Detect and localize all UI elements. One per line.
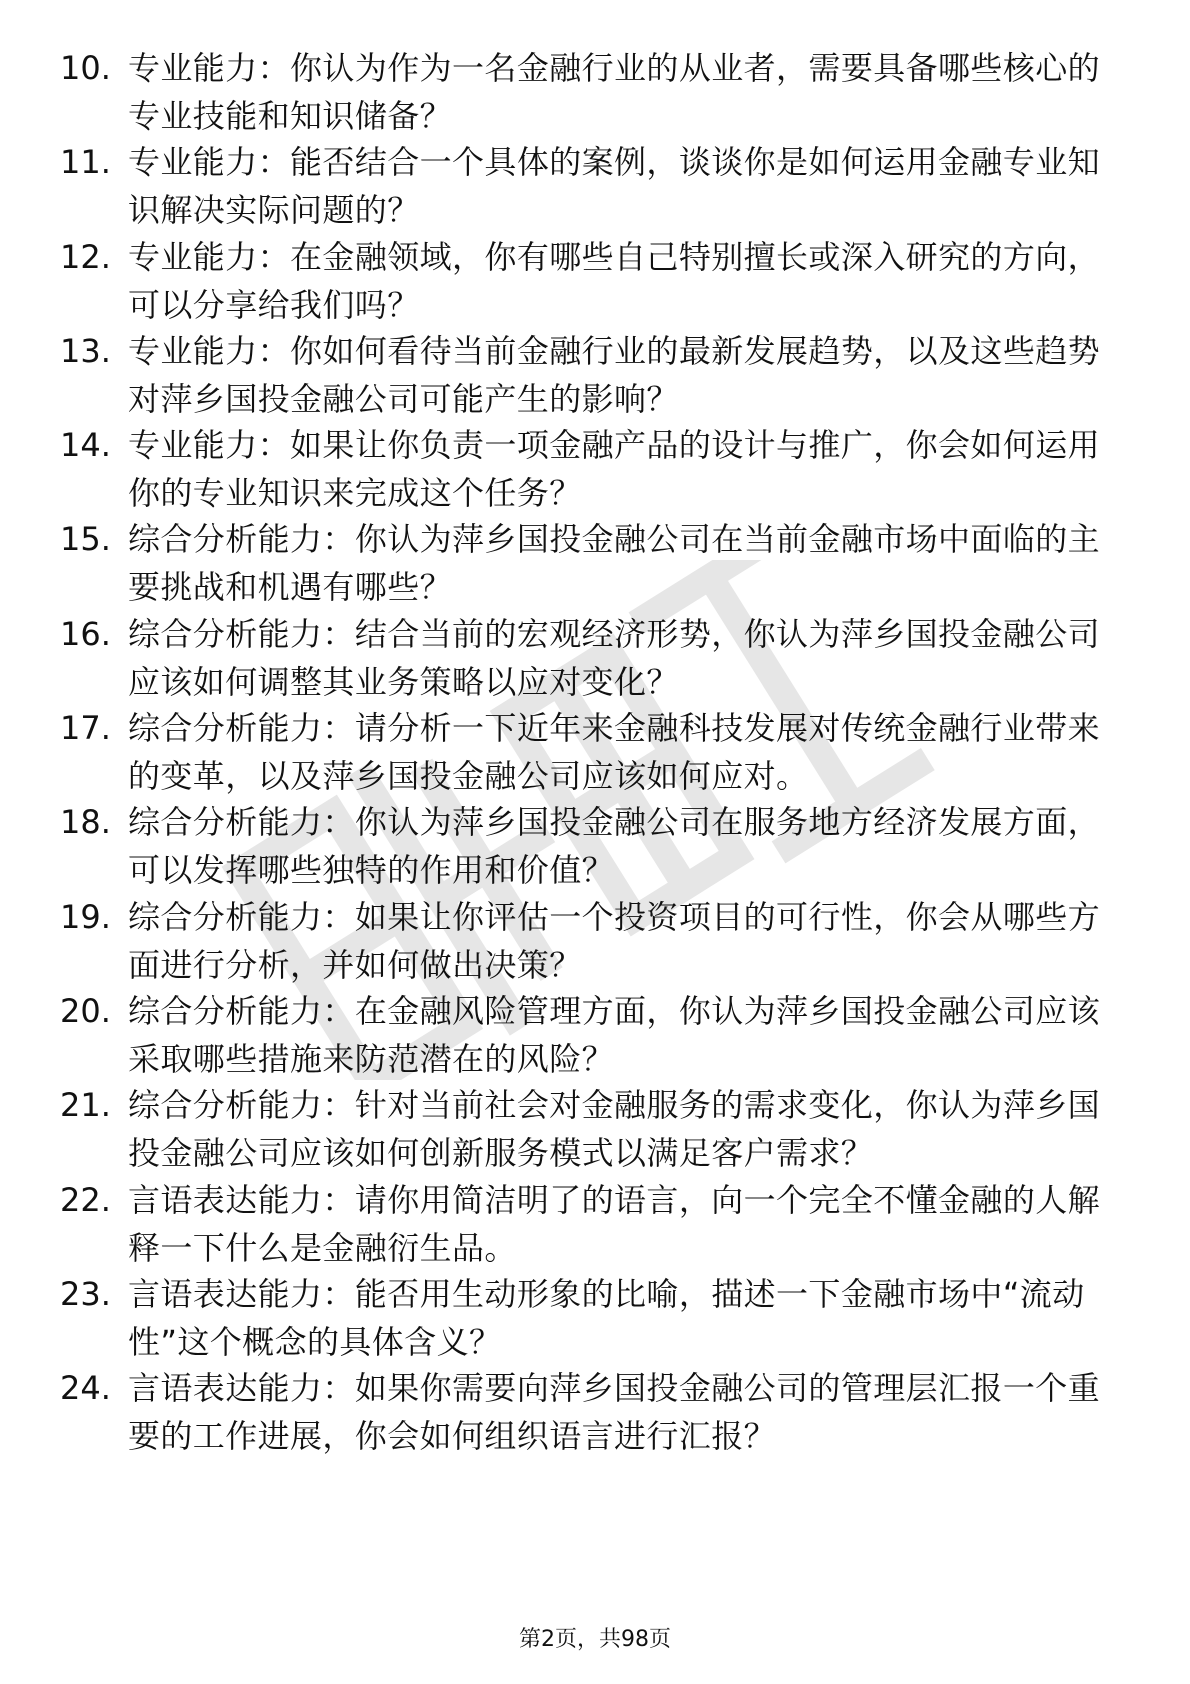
question-body: 如果让你评估一个投资项目的可行性，你会从哪些方面进行分析，并如何做出决策？	[128, 897, 1101, 984]
question-category: 综合分析能力：	[128, 520, 355, 559]
question-text	[128, 138, 1128, 234]
question-item	[60, 421, 1130, 515]
question-number: 11.	[60, 143, 111, 182]
question-category: 言语表达能力：	[128, 1369, 355, 1408]
question-body: 你认为作为一名金融行业的从业者，需要具备哪些核心的专业技能和知识储备？	[128, 49, 1101, 135]
question-item	[60, 610, 1130, 704]
question-body: 能否用生动形象的比喻，描述一下金融市场中“流动性”这个概念的具体含义？	[128, 1274, 1085, 1361]
question-text	[128, 327, 1128, 423]
question-item	[60, 233, 1130, 327]
question-category: 综合分析能力：	[128, 1086, 355, 1125]
question-category: 综合分析能力：	[128, 803, 355, 842]
question-body: 你认为萍乡国投金融公司在当前金融市场中面临的主要挑战和机遇有哪些？	[128, 520, 1101, 607]
question-number: 16.	[60, 614, 111, 653]
question-text	[128, 704, 1128, 800]
question-number: 17.	[60, 709, 111, 748]
question-category: 专业能力：	[128, 331, 291, 370]
question-body: 请你用简洁明了的语言，向一个完全不懂金融的人解释一下什么是金融衍生品。	[128, 1180, 1101, 1267]
question-text	[128, 1176, 1128, 1272]
question-text	[128, 798, 1128, 894]
question-text	[128, 893, 1128, 989]
question-category: 专业能力：	[128, 143, 291, 182]
question-category: 综合分析能力：	[128, 614, 355, 653]
question-text	[128, 1270, 1128, 1366]
question-item	[60, 798, 1130, 892]
question-item	[60, 704, 1130, 798]
question-number: 18.	[60, 803, 111, 842]
question-text	[128, 421, 1128, 517]
question-item	[60, 987, 1130, 1081]
question-body: 针对当前社会对金融服务的需求变化，你认为萍乡国投金融公司应该如何创新服务模式以满足客户需求？	[128, 1086, 1101, 1173]
question-item	[60, 327, 1130, 421]
question-list	[60, 44, 1130, 1458]
question-item	[60, 44, 1130, 138]
question-item	[60, 138, 1130, 232]
question-body: 在金融风险管理方面，你认为萍乡国投金融公司应该采取哪些措施来防范潜在的风险？	[128, 991, 1101, 1078]
question-text	[128, 1081, 1128, 1177]
question-number: 14.	[60, 426, 111, 465]
question-item	[60, 1270, 1130, 1364]
question-category: 言语表达能力：	[128, 1180, 355, 1219]
question-category: 专业能力：	[128, 49, 291, 87]
question-category: 综合分析能力：	[128, 897, 355, 936]
question-number: 10.	[60, 49, 111, 87]
question-category: 专业能力：	[128, 426, 291, 465]
question-number: 21.	[60, 1086, 111, 1125]
question-category: 言语表达能力：	[128, 1274, 355, 1313]
question-number: 22.	[60, 1180, 111, 1219]
question-body: 结合当前的宏观经济形势，你认为萍乡国投金融公司应该如何调整其业务策略以应对变化？	[128, 614, 1101, 701]
question-text	[128, 515, 1128, 611]
question-body: 请分析一下近年来金融科技发展对传统金融行业带来的变革，以及萍乡国投金融公司应该如何应对。	[128, 709, 1101, 796]
question-category: 专业能力：	[128, 237, 291, 276]
question-body: 你如何看待当前金融行业的最新发展趋势，以及这些趋势对萍乡国投金融公司可能产生的影响？	[128, 331, 1101, 418]
question-text	[128, 44, 1128, 140]
question-number: 15.	[60, 520, 111, 559]
question-item	[60, 1364, 1130, 1458]
question-number: 24.	[60, 1369, 111, 1408]
question-number: 23.	[60, 1274, 111, 1313]
question-text	[128, 987, 1128, 1083]
question-number: 19.	[60, 897, 111, 936]
question-category: 综合分析能力：	[128, 709, 355, 748]
question-item	[60, 1176, 1130, 1270]
question-text	[128, 233, 1128, 329]
question-body: 如果让你负责一项金融产品的设计与推广，你会如何运用你的专业知识来完成这个任务？	[128, 426, 1101, 513]
question-item	[60, 1081, 1130, 1175]
question-text	[128, 610, 1128, 706]
question-number: 12.	[60, 237, 111, 276]
question-item	[60, 515, 1130, 609]
question-text	[128, 1364, 1128, 1460]
question-number: 13.	[60, 331, 111, 370]
question-body: 如果你需要向萍乡国投金融公司的管理层汇报一个重要的工作进展，你会如何组织语言进行汇报？	[128, 1369, 1101, 1456]
question-body: 你认为萍乡国投金融公司在服务地方经济发展方面，可以发挥哪些独特的作用和价值？	[128, 803, 1101, 890]
page-number-footer: 第2页，共98页	[519, 1627, 671, 1652]
question-body: 能否结合一个具体的案例，谈谈你是如何运用金融专业知识解决实际问题的？	[128, 143, 1101, 230]
question-number: 20.	[60, 991, 111, 1030]
question-item	[60, 893, 1130, 987]
question-body: 在金融领域，你有哪些自己特别擅长或深入研究的方向，可以分享给我们吗？	[128, 237, 1101, 324]
question-category: 综合分析能力：	[128, 991, 355, 1030]
